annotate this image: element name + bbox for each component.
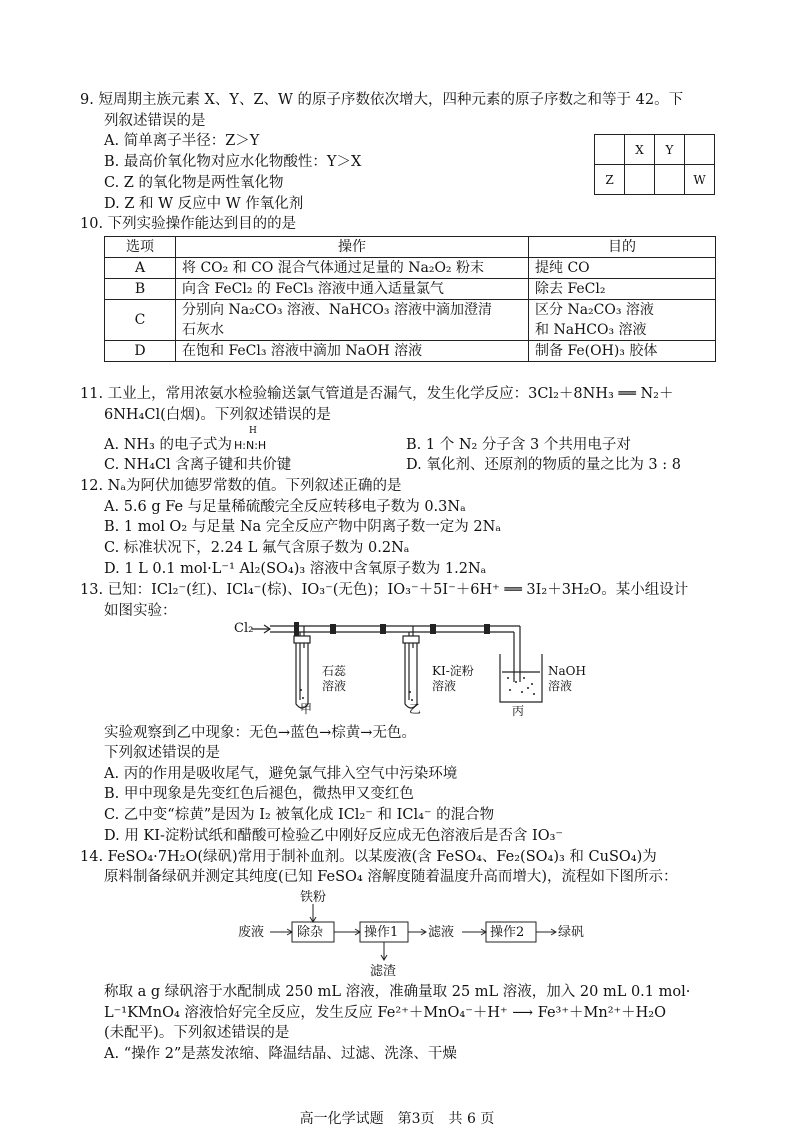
q9-option-a: A. 简单离子半径：Z＞Y xyxy=(104,133,260,149)
row-option: D xyxy=(105,341,176,362)
q13-label-litmus-sol: 溶液 xyxy=(322,679,347,693)
q11-option-a: A. NH₃ 的电子式为 xyxy=(104,437,232,453)
row-option: B xyxy=(105,279,176,300)
row-operation: 在饱和 FeCl₃ 溶液中滴加 NaOH 溶液 xyxy=(176,341,529,362)
q14-flow-remove: 除杂 xyxy=(297,925,324,940)
grid-cell: Y xyxy=(655,135,685,165)
grid-cell xyxy=(685,135,715,165)
grid-cell: Z xyxy=(595,165,625,195)
q9-stem-line1: 9. 短周期主族元素 X、Y、Z、W 的原子序数依次增大，四种元素的原子序数之和等于 42。下 xyxy=(80,92,684,108)
q11-stem-line2: 6NH₄Cl(白烟)。下列叙述错误的是 xyxy=(104,407,331,423)
q14-flow-op2: 操作2 xyxy=(490,925,525,940)
q11-h-top: H xyxy=(249,426,257,436)
q13-label-bing: 丙 xyxy=(512,704,525,718)
header-option: 选项 xyxy=(105,237,176,258)
q9-periodic-grid xyxy=(594,134,715,195)
q13-stem-line1: 13. 已知：ICl₂⁻(红)、ICl₄⁻(棕)、IO₃⁻(无色)；IO₃⁻＋5I⁻＋6H⁺ ══ 3I₂＋3H₂O。某小组设计 xyxy=(80,582,689,598)
q13-label-naoh-sol: 溶液 xyxy=(548,679,573,693)
row-option: A xyxy=(105,258,176,279)
q14-flow-waste: 废液 xyxy=(238,925,265,940)
q11-option-c: C. NH₄Cl 含离子键和共价键 xyxy=(104,457,292,473)
row-operation: 向含 FeCl₂ 的 FeCl₃ 溶液中通入适量氯气 xyxy=(176,279,529,300)
q13-option-a: A. 丙的作用是吸收尾气，避免氯气排入空气中污染环境 xyxy=(104,766,458,782)
row-goal: 除去 FeCl₂ xyxy=(529,279,716,300)
table-header-row xyxy=(105,237,716,258)
q13-option-d: D. 用 KI-淀粉试纸和醋酸可检验乙中刚好反应成无色溶液后是否含 IO₃⁻ xyxy=(104,828,564,844)
q12-option-c: C. 标准状况下，2.24 L 氟气含原子数为 0.2Nₐ xyxy=(104,540,410,556)
table-row xyxy=(105,258,716,279)
row-operation-line2: 石灰水 xyxy=(182,322,224,338)
grid-cell xyxy=(655,165,685,195)
q14-option-a: A. “操作 2”是蒸发浓缩、降温结晶、过滤、洗涤、干燥 xyxy=(104,1046,457,1062)
q13-label-cl2: Cl₂ xyxy=(234,621,254,636)
row-goal: 提纯 CO xyxy=(529,258,716,279)
q14-flow-op1: 操作1 xyxy=(364,925,399,940)
grid-cell: W xyxy=(685,165,715,195)
q9-option-c: C. Z 的氧化物是两性氧化物 xyxy=(104,175,284,191)
grid-cell: X xyxy=(625,135,655,165)
q14-flow-iron-powder: 铁粉 xyxy=(300,890,327,905)
q14-para-line1: 称取 a g 绿矾溶于水配制成 250 mL 溶液，准确量取 25 mL 溶液，加入 20 mL 0.1 mol· xyxy=(104,984,691,1000)
q11-stem-line1: 11. 工业上，常用浓氨水检验输送氯气管道是否漏气，发生化学反应：3Cl₂＋8NH₃ ══ N₂＋ xyxy=(80,386,674,402)
row-option: C xyxy=(105,300,176,341)
q13-stem-line2: 如图实验： xyxy=(104,603,177,619)
q11-option-d: D. 氧化剂、还原剂的物质的量之比为 3 : 8 xyxy=(406,457,681,473)
q14-flow-residue: 滤渣 xyxy=(370,964,397,979)
header-goal: 目的 xyxy=(529,237,716,258)
q13-label-ki-starch: KI-淀粉 xyxy=(432,664,474,678)
q14-flow-product: 绿矾 xyxy=(558,925,585,940)
q12-option-d: D. 1 L 0.1 mol·L⁻¹ Al₂(SO₄)₃ 溶液中含氧原子数为 1.2Nₐ xyxy=(104,561,487,577)
row-goal-line1: 区分 Na₂CO₃ 溶液 xyxy=(535,302,654,318)
q9-option-d: D. Z 和 W 反应中 W 作氧化剂 xyxy=(104,196,304,212)
q12-option-b: B. 1 mol O₂ 与足量 Na 完全反应产物中阴离子数一定为 2Nₐ xyxy=(104,519,501,535)
q9-stem-line2: 列叙述错误的是 xyxy=(104,113,206,129)
q11-option-b: B. 1 个 N₂ 分子含 3 个共用电子对 xyxy=(406,437,631,453)
grid-cell xyxy=(595,135,625,165)
q13-observation: 实验观察到乙中现象：无色→蓝色→棕黄→无色。 xyxy=(104,725,416,741)
page-footer: 高一化学试题 第3页 共 6 页 xyxy=(299,1111,495,1127)
q13-option-b: B. 甲中现象是先变红色后褪色，微热甲又变红色 xyxy=(104,786,414,802)
q14-para-line2: L⁻¹KMnO₄ 溶液恰好完全反应，发生反应 Fe²⁺＋MnO₄⁻＋H⁺ ⟶ Fe³⁺＋Mn²⁺＋H₂O xyxy=(104,1005,667,1021)
q13-label-yi: 乙 xyxy=(409,702,422,716)
q13-ask: 下列叙述错误的是 xyxy=(104,745,220,761)
q14-stem-line1: 14. FeSO₄·7H₂O(绿矾)常用于制补血剂。以某废液(含 FeSO₄、Fe₂(SO₄)₃ 和 CuSO₄)为 xyxy=(80,849,657,865)
q10-stem: 10. 下列实验操作能达到目的的是 xyxy=(80,216,297,232)
table-row xyxy=(105,300,716,341)
q13-label-ki-sol: 溶液 xyxy=(432,679,457,693)
row-operation: 将 CO₂ 和 CO 混合气体通过足量的 Na₂O₂ 粉末 xyxy=(176,258,529,279)
row-operation xyxy=(176,300,529,341)
q12-stem: 12. Nₐ为阿伏加德罗常数的值。下列叙述正确的是 xyxy=(80,478,402,494)
q11-electron-formula: H:N:H xyxy=(234,439,267,452)
q14-flow-filtrate: 滤液 xyxy=(428,925,455,940)
q13-label-jia: 甲 xyxy=(300,702,313,716)
row-goal-line2: 和 NaHCO₃ 溶液 xyxy=(535,322,647,338)
q13-label-litmus: 石蕊 xyxy=(322,664,347,678)
table-row xyxy=(105,341,716,362)
q12-option-a: A. 5.6 g Fe 与足量稀硫酸完全反应转移电子数为 0.3Nₐ xyxy=(104,499,466,515)
row-operation-line1: 分别向 Na₂CO₃ 溶液、NaHCO₃ 溶液中滴加澄清 xyxy=(182,302,492,318)
q13-option-c: C. 乙中变“棕黄”是因为 I₂ 被氧化成 ICl₂⁻ 和 ICl₄⁻ 的混合物 xyxy=(104,807,495,823)
q14-para-line3: (未配平)。下列叙述错误的是 xyxy=(104,1025,290,1041)
table-row xyxy=(105,279,716,300)
row-goal xyxy=(529,300,716,341)
grid-cell xyxy=(625,165,655,195)
row-goal: 制备 Fe(OH)₃ 胶体 xyxy=(529,341,716,362)
q13-label-naoh: NaOH xyxy=(548,664,586,678)
q9-option-b: B. 最高价氧化物对应水化物酸性：Y＞X xyxy=(104,154,362,170)
header-operation: 操作 xyxy=(176,237,529,258)
q14-stem-line2: 原料制备绿矾并测定其纯度(已知 FeSO₄ 溶解度随着温度升高而增大)，流程如下图所示： xyxy=(104,869,678,885)
q10-table xyxy=(104,236,716,362)
